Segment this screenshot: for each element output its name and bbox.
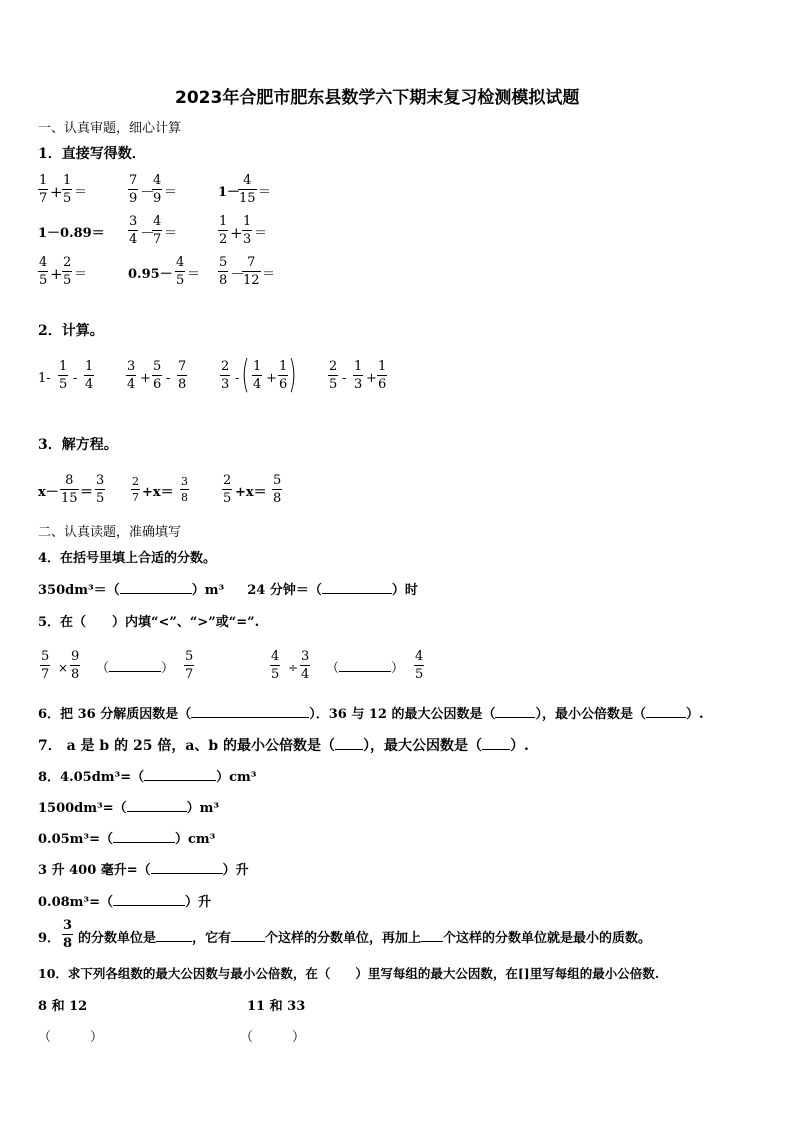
q6-blank-lcm[interactable] (646, 717, 686, 718)
q2-expr1-operator: - (73, 371, 78, 386)
q2-expr1-fraction-1-denominator: 5 (59, 377, 68, 392)
q1-item-4-text: 1－0.89＝ (38, 226, 105, 241)
q4-b-prefix: 24 分钟＝（ (247, 583, 322, 598)
q7-part3: ）. (510, 738, 529, 754)
section-heading-2: 二、认真读题，准确填写 (38, 525, 182, 540)
q8-line-5 (38, 896, 211, 909)
q1-item-8-equals: ＝ (187, 267, 201, 282)
q5-comparison-1-fraction-3-denominator: 7 (185, 667, 194, 682)
q1-item-6-fraction-b (242, 215, 252, 246)
q9-part4: 个这样的分数单位就是最小的质数。 (443, 931, 652, 946)
q1-item-2-fraction-a (128, 174, 138, 205)
q2-expr3-fraction-1-denominator: 3 (221, 377, 230, 392)
q2-expr2-fraction-1 (126, 360, 136, 391)
q9-part2: ，它有 (192, 931, 232, 946)
q1-item-8-fraction-b-denominator: 5 (176, 273, 185, 288)
q3-eq2-middle: +x＝ (142, 485, 174, 500)
q1-item-3-prefix: 1－ (218, 185, 241, 200)
q4-b-blank[interactable] (322, 593, 392, 594)
q3-eq2-fraction-2-denominator: 8 (181, 491, 188, 504)
q1-item-7-fraction-b-numerator: 2 (63, 255, 72, 270)
q8-4-blank[interactable] (151, 873, 223, 874)
q1-item-6-equals: ＝ (254, 226, 268, 241)
q1-item-2-equals: ＝ (164, 185, 178, 200)
q2-expr4-operator-1: - (342, 371, 347, 386)
q2-expr3-fraction-3-numerator: 1 (279, 359, 288, 374)
q3-eq3-fraction-1-numerator: 2 (223, 473, 232, 488)
q5-comparison-1-fraction-2-numerator: 9 (71, 649, 80, 664)
q3-eq2-fraction-1-numerator: 2 (132, 475, 139, 488)
q5-comparison-2-fraction-3-denominator: 5 (415, 667, 424, 682)
q3-eq1-fraction-1-numerator: 8 (65, 473, 74, 488)
q3-eq2-fraction-1-denominator: 7 (132, 491, 139, 504)
q2-expr1-fraction-2 (84, 360, 94, 391)
q8-5-blank[interactable] (113, 905, 185, 906)
q9-number: 9． (38, 931, 61, 946)
q8-2-suffix: ）m³ (186, 801, 220, 816)
q10-answer-paren-1[interactable]: （ ） (38, 1030, 104, 1045)
q9-fraction (62, 919, 73, 950)
q8-4-prefix: 3 升 400 毫升=（ (38, 863, 151, 878)
q1-item-9-fraction-a (218, 256, 228, 287)
q1-item-3-fraction-b-numerator: 4 (243, 173, 252, 188)
q5-comparison-1-fraction-2 (70, 650, 80, 681)
q8-1-prefix: 8．4.05dm³=（ (38, 770, 145, 785)
q5-comparison-2-fraction-2-numerator: 3 (301, 649, 310, 664)
q8-line-3 (38, 833, 215, 846)
q1-item-7-fraction-a-numerator: 4 (39, 255, 48, 270)
q8-2-blank[interactable] (127, 811, 187, 812)
q2-expr3-fraction-1-numerator: 2 (221, 359, 230, 374)
q5-comparison-2-fraction-2-denominator: 4 (301, 667, 310, 682)
q2-expr3-fraction-3-denominator: 6 (279, 377, 288, 392)
q3-eq2-fraction-1 (131, 476, 140, 503)
q7-blank-gcd[interactable] (482, 749, 510, 750)
q1-item-9-fraction-a-numerator: 5 (219, 255, 228, 270)
q3-eq2-fraction-2-numerator: 3 (181, 475, 188, 488)
q6-line (38, 708, 704, 721)
q8-5-suffix: ）升 (185, 895, 212, 910)
q3-eq1-fraction-2 (95, 474, 105, 505)
q1-item-6-fraction-a-numerator: 1 (219, 214, 228, 229)
q3-eq3-fraction-2 (272, 474, 282, 505)
q2-expr3-operator-1: - (235, 371, 240, 386)
q2-expr2-fraction-1-denominator: 4 (127, 377, 136, 392)
q7-part1: 7． a 是 b 的 25 倍，a、b 的最小公倍数是（ (38, 738, 336, 754)
q10-label: 10．求下列各组数的最大公因数与最小公倍数，在（ ）里写每组的最大公因数，在[]里写每组的最小公倍数. (38, 966, 660, 981)
q2-expr1-fraction-1 (58, 360, 68, 391)
q5-comparison-1-right-paren: ） (161, 661, 175, 676)
q5-comparison-2-left-paren: （ (326, 661, 340, 676)
q1-item-7-equals: ＝ (74, 267, 88, 282)
q2-expr4-fraction-3-numerator: 1 (378, 359, 387, 374)
q3-eq1-fraction-1-denominator: 15 (61, 491, 78, 506)
q4-a-prefix: 350dm³＝（ (38, 583, 120, 598)
q1-item-1-fraction-b-denominator: 5 (63, 191, 72, 206)
q9-part1: 的分数单位是 (78, 931, 157, 946)
q3-eq3-fraction-1-denominator: 5 (223, 491, 232, 506)
q2-expr3-fraction-3 (278, 360, 288, 391)
q2-expr4-fraction-1 (328, 360, 338, 391)
q1-item-2-fraction-b-numerator: 4 (153, 173, 162, 188)
q1-item-1-fraction-b-numerator: 1 (63, 173, 72, 188)
q8-3-blank[interactable] (113, 842, 175, 843)
q1-item-9-fraction-b-numerator: 7 (247, 255, 256, 270)
q3-eq1-fraction-2-numerator: 3 (96, 473, 105, 488)
q1-item-9-operator: － (230, 265, 246, 283)
q1-label: 1．直接写得数． (38, 146, 146, 162)
page-title: 2023年合肥市肥东县数学六下期末复习检测模拟试题 (175, 88, 580, 108)
q1-item-6-fraction-b-denominator: 3 (243, 232, 252, 247)
q6-part4: ）. (685, 707, 704, 722)
q2-expr1-fraction-1-numerator: 1 (59, 359, 68, 374)
q2-expr3-fraction-2-denominator: 4 (253, 377, 262, 392)
q9-denominator: 8 (63, 936, 73, 951)
q8-2-prefix: 1500dm³=（ (38, 801, 127, 816)
q1-item-7-fraction-b-denominator: 5 (63, 273, 72, 288)
q1-item-7-fraction-b (62, 256, 72, 287)
q5-comparison-1-fraction-3-numerator: 5 (185, 649, 194, 664)
q1-item-2-fraction-a-denominator: 9 (129, 191, 138, 206)
q1-item-2-fraction-b-denominator: 9 (153, 191, 162, 206)
q2-expr4-fraction-2-denominator: 3 (354, 377, 363, 392)
q2-expr1-fraction-2-denominator: 4 (85, 377, 94, 392)
q4-b-suffix: ）时 (391, 583, 418, 598)
q3-eq3-fraction-2-numerator: 5 (273, 473, 282, 488)
q2-expr3-left-paren: ( (241, 352, 250, 396)
q1-item-5-fraction-b-numerator: 4 (153, 214, 162, 229)
q8-1-blank[interactable] (144, 780, 216, 781)
q1-item-5-fraction-b-denominator: 7 (153, 232, 162, 247)
q5-comparison-1-left-paren: （ (96, 661, 110, 676)
q5-comparison-1-blank[interactable] (109, 671, 161, 672)
q1-item-5-equals: ＝ (164, 226, 178, 241)
q1-item-2-fraction-a-numerator: 7 (129, 173, 138, 188)
q5-comparison-2-fraction-1-numerator: 4 (271, 649, 280, 664)
q4-line (38, 584, 418, 597)
q1-item-1-fraction-b (62, 174, 72, 205)
q2-expr4-fraction-2 (353, 360, 363, 391)
q4-a-suffix: ）m³ (191, 583, 225, 598)
q5-comparison-1-fraction-1 (40, 650, 50, 681)
q6-part2: ）．36 与 12 的最大公因数是（ (309, 707, 496, 722)
q2-expr4-fraction-3 (377, 360, 387, 391)
q1-item-6-fraction-b-numerator: 1 (243, 214, 252, 229)
q8-line-2 (38, 802, 219, 815)
q5-comparison-1-fraction-3 (184, 650, 194, 681)
q2-expr1-fraction-2-numerator: 1 (85, 359, 94, 374)
q8-line-1 (38, 771, 257, 784)
q5-comparison-2-fraction-3 (414, 650, 424, 681)
q2-expr4-fraction-2-numerator: 1 (354, 359, 363, 374)
q1-item-3-fraction-b (238, 174, 257, 205)
q5-comparison-2-right-paren: ） (391, 661, 405, 676)
q9-blank-count[interactable] (231, 941, 265, 942)
q7-part2: ），最大公因数是（ (363, 738, 483, 754)
q1-item-9-fraction-a-denominator: 8 (219, 273, 228, 288)
q1-item-2-operator: － (140, 183, 156, 201)
q8-3-suffix: ）cm³ (175, 832, 216, 847)
q1-item-3-fraction-b-denominator: 15 (239, 191, 256, 206)
q5-label: 5．在（ ）内填“<”、“>”或“=”. (38, 615, 260, 630)
q1-item-6-operator: + (230, 224, 243, 242)
q8-5-prefix: 0.08m³=（ (38, 895, 114, 910)
q5-comparison-2-fraction-1-denominator: 5 (271, 667, 280, 682)
q7-line (38, 739, 529, 753)
q9-blank-unit[interactable] (156, 941, 192, 942)
q1-item-1-fraction-a-denominator: 7 (39, 191, 48, 206)
q4-label: 4．在括号里填上合适的分数。 (38, 551, 217, 566)
q1-item-5-fraction-b (152, 215, 162, 246)
q1-item-5-operator: － (140, 224, 156, 242)
q1-item-9-fraction-b-denominator: 12 (243, 273, 260, 288)
q2-expr2-fraction-3 (177, 360, 187, 391)
q6-part1: 6．把 36 分解质因数是（ (38, 707, 192, 722)
q1-item-6-fraction-a-denominator: 2 (219, 232, 228, 247)
q3-eq2-fraction-2 (180, 476, 189, 503)
q1-item-8-prefix: 0.95－ (128, 267, 173, 282)
q2-expr4-operator-2: + (366, 371, 377, 386)
q1-item-8-fraction-b (175, 256, 185, 287)
q9-blank-add[interactable] (421, 941, 443, 942)
q2-expr2-fraction-3-denominator: 8 (178, 377, 187, 392)
q8-line-4 (38, 864, 249, 877)
q2-expr3-fraction-1 (220, 360, 230, 391)
q4-a-blank[interactable] (120, 593, 192, 594)
q3-eq1-equals: ＝ (80, 485, 94, 500)
q3-eq1-fraction-2-denominator: 5 (96, 491, 105, 506)
q2-expr4-fraction-1-numerator: 2 (329, 359, 338, 374)
q2-expr2-fraction-2-denominator: 6 (153, 377, 162, 392)
q2-expr3-fraction-2 (252, 360, 262, 391)
q10-group-1: 8 和 12 (38, 999, 88, 1014)
q2-expr4-fraction-1-denominator: 5 (329, 377, 338, 392)
q5-comparison-2-blank[interactable] (339, 671, 391, 672)
q1-item-3-equals: ＝ (258, 185, 272, 200)
q5-comparison-1-operator: × (58, 661, 69, 675)
q10-group-2: 11 和 33 (247, 999, 306, 1014)
q3-eq3-fraction-2-denominator: 8 (273, 491, 282, 506)
q6-part3: ），最小公倍数是（ (535, 707, 646, 722)
q1-item-7-operator: + (50, 265, 63, 283)
q1-item-7-fraction-a (38, 256, 48, 287)
q5-comparison-2-fraction-1 (270, 650, 280, 681)
q3-label: 3．解方程。 (38, 437, 118, 453)
q1-item-1-fraction-a-numerator: 1 (39, 173, 48, 188)
q8-4-suffix: ）升 (222, 863, 249, 878)
q2-expr4-fraction-3-denominator: 6 (378, 377, 387, 392)
q1-item-5-fraction-a-numerator: 3 (129, 214, 138, 229)
q8-3-prefix: 0.05m³=（ (38, 832, 114, 847)
q2-expr3-right-paren: ) (288, 352, 297, 396)
q2-expr3-fraction-2-numerator: 1 (253, 359, 262, 374)
q6-blank-gcd[interactable] (495, 717, 535, 718)
q5-comparison-1-fraction-1-denominator: 7 (41, 667, 50, 682)
section-heading-1: 一、认真审题，细心计算 (38, 121, 182, 136)
q5-comparison-2-operator: ÷ (288, 661, 299, 675)
q1-item-1-fraction-a (38, 174, 48, 205)
q3-eq1-fraction-1 (60, 474, 79, 505)
q10-answer-paren-2[interactable]: （ ） (240, 1030, 306, 1045)
q5-comparison-1-answer-box[interactable] (96, 662, 174, 675)
q1-item-2-fraction-b (152, 174, 162, 205)
q1-item-6-fraction-a (218, 215, 228, 246)
q2-expr2-operator-2: - (166, 371, 171, 386)
q9-part3: 个这样的分数单位，再加上 (265, 931, 422, 946)
q5-comparison-2-fraction-3-numerator: 4 (415, 649, 424, 664)
q8-1-suffix: ）cm³ (216, 770, 257, 785)
q2-expr2-fraction-3-numerator: 7 (178, 359, 187, 374)
q2-label: 2．计算。 (38, 323, 104, 339)
q1-item-7-fraction-a-denominator: 5 (39, 273, 48, 288)
q1-item-1-operator: + (50, 183, 63, 201)
q1-item-5-fraction-a (128, 215, 138, 246)
q5-comparison-2-fraction-2 (300, 650, 310, 681)
q3-eq3-middle: +x＝ (235, 485, 267, 500)
q2-expr2-fraction-1-numerator: 3 (127, 359, 136, 374)
q1-item-9-equals: ＝ (262, 267, 276, 282)
q2-expr2-operator-1: + (140, 371, 151, 386)
q1-item-8-fraction-b-numerator: 4 (176, 255, 185, 270)
q1-item-5-fraction-a-denominator: 4 (129, 232, 138, 247)
q3-eq1-prefix: x－ (38, 485, 59, 500)
q2-expr3-operator-2: + (266, 371, 277, 386)
q5-comparison-1-fraction-1-numerator: 5 (41, 649, 50, 664)
q5-comparison-1-fraction-2-denominator: 8 (71, 667, 80, 682)
q5-comparison-2-answer-box[interactable] (326, 662, 404, 675)
q1-item-1-equals: ＝ (74, 185, 88, 200)
q1-item-9-fraction-b (242, 256, 261, 287)
q2-expr2-fraction-2-numerator: 5 (153, 359, 162, 374)
q2-expr1-prefix: 1- (38, 371, 51, 386)
q9-numerator: 3 (63, 918, 73, 933)
q6-blank-factorization[interactable] (191, 717, 309, 718)
q7-blank-lcm[interactable] (335, 749, 363, 750)
q3-eq3-fraction-1 (222, 474, 232, 505)
q2-expr2-fraction-2 (152, 360, 162, 391)
q9-text (78, 932, 651, 945)
